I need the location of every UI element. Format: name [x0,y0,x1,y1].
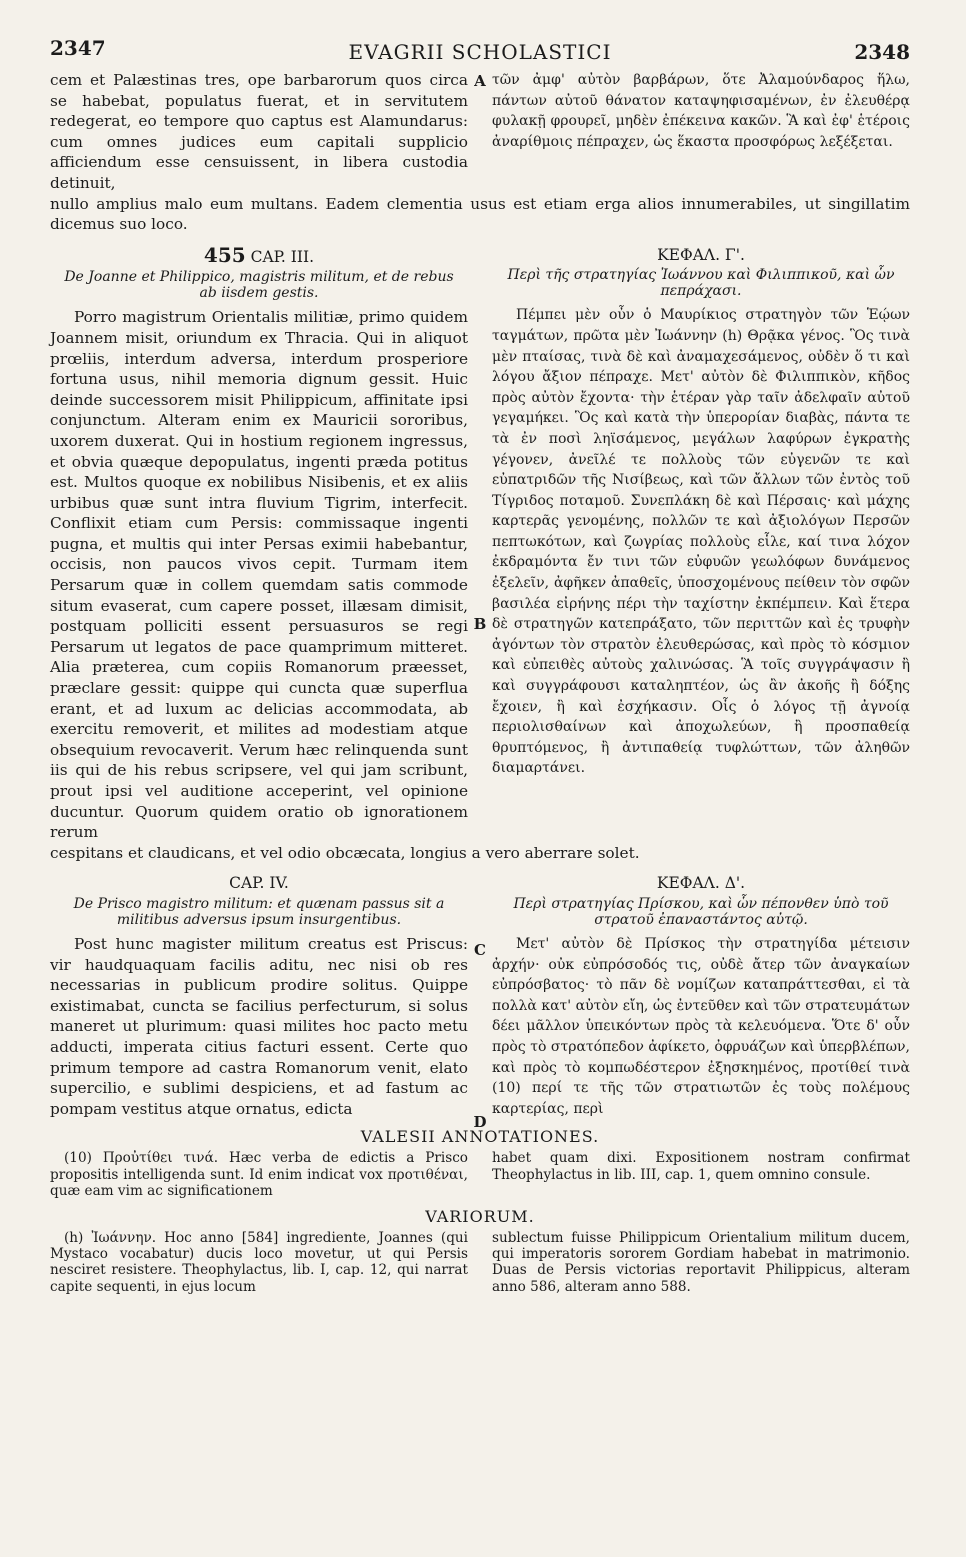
chapter-4-greek [492,863,910,1119]
chapter-3-greek-subtitle: Περὶ τῆς στρατηγίας Ἰωάννου καὶ Φιλιππικοῦ, καὶ ὧν πεπράχασι. [507,267,895,300]
valesii-note-right: habet quam dixi. Expositionem nostram confirmat Theophylactus in lib. III, cap. 1, quem omnino consule. [492,1150,910,1183]
chapter-3-greek-title: ΚΕΦΑΛ. Γ'. [657,245,745,264]
page-number-left: 2347 [50,36,106,60]
intro-greek-text: τῶν ἀμφ' αὐτὸν βαρβάρων, ὅτε Ἀλαμούνδαρος ἥλω, πάντων αὐτοῦ θάνατον καταψηφισαμένων, ἐν ἐλευθέρᾳ φυλακῇ φρουρεῖ, μηδὲν ἐπέκεινα κακῶν. Ἃ καὶ ἐφ' ἑτέροις ἀναρίθμοις πέπραχεν, ὡς ἕκαστα προσφόρως λεξέξεται. [492,72,910,150]
margin-letter-b: B [473,614,487,633]
margin-letter-d: D [473,1113,487,1132]
chapter-4-greek-text: Μετ' αὐτὸν δὲ Πρίσκος τὴν στρατηγίδα μέτεισιν ἀρχήν· οὐκ εὐπρόσοδός τις, οὐδὲ ἄτερ τῶν ἀναγκαίων εὐπρόσβατος· τὸ πᾶν δὲ νομίζων καταπράττεσθαι, εἰ τὰ πολλὰ κατ' αὐτὸν εἴη, ὡς ἐντεῦθεν καὶ τῶν στρατευμάτων δέει μᾶλλον ὑπεικόντων πρὸς τὰ κελευόμενα. Ὅτε δ' οὖν πρὸς τὸ στρατόπεδον ἀφίκετο, ὀφρυάζων καὶ ὑπερβλέπων, καὶ πρὸς τὸ κομπωδέστερον ἐξησκημένος, προτίθεί τινὰ (10) περί τε τῆς τῶν στρατιωτῶν ἐς τοὺς πολέμους καρτερίας, περὶ [492,935,910,1117]
intro-latin-text: cem et Palæstinas tres, ope barbarorum quos circa se habebat, populatus fuerat, et in servitutem redegerat, eo tempore quo captus est Alamundarus: cum omnes judices eum capitali supplicio afficiendum esse censuissent, in libera custodia detinuit, [50,71,468,192]
chapter-3-latin-text: Porro magistrum Orientalis militiæ, primo quidem Joannem misit, oriundum ex Thracia. Qui in aliquot prœliis, interdum adversa, interdum prosperiore fortuna usus, nihil memoria dignum gessit. Huic deinde successorem misit Philippicum, affinitate ipsi conjunctum. Alteram enim ex Mauricii sororibus, uxorem duxerat. Qui in hostium regionem ingressus, et obvia quæque depopulatus, ingenti præda potitus est. Multos quoque ex nobilibus Nisibenis, et ex aliis urbibus quæ sunt intra fluvium Tigrim, interfecit. Conflixit etiam cum Persis: commissaque ingenti pugna, et multis qui inter Persas eximii habebantur, occisis, non paucos vivos cepit. Turmam item Persarum quæ in collem quemdam satis commode situm evaserat, cum capere posset, illæsam dimisit, postquam polliciti essent persuasuros se regi Persarum ut legatos de pace quamprimum mitteret. Alia præterea, cum copiis Romanorum præesset, præclare gessit: quippe qui cuncta quæ superflua erant, et ad luxum ac delicias accommodata, ab exercitu removerit, et milites ad modestiam atque obsequium revocaverit. Verum hæc relinquenda sunt iis qui de his rebus scripsere, vel qui jam scribunt, prout ipsi vel auditione acceperint, vel opinione ducuntur. Quorum quidem oratio ob ignorationem rerum [50,308,468,842]
variorum-note-right: sublectum fuisse Philippicum Orientalium militum ducem, qui imperatoris sororem Gordiam habebat in matrimonio. Duas de Persis victorias reportavit Philippicus, alteram anno 586, alteram anno 588. [492,1229,910,1295]
chapter-4-latin [50,863,468,1119]
column-number: 455 [203,242,246,267]
valesii-notes [50,1150,910,1199]
chapter-3-greek-text: Πέμπει μὲν οὖν ὁ Μαυρίκιος στρατηγὸν τῶν Ἑῴων ταγμάτων, πρῶτα μὲν Ἰωάννην (h) Θρᾷκα γένος. Ὃς τινὰ μὲν πταίσας, τινὰ δὲ καὶ ἀναμαχεσάμενος, οὐδὲν ὅ τι καὶ λόγου ἄξιον πέπραχε. Μετ' αὐτὸν δὲ Φιλιππικὸν, κῆδος πρὸς αὐτὸν ἔχοντα· τὴν ἑτέραν γὰρ ταῖν ἀδελφαῖν αὐτοῦ γεγαμήκει. Ὃς καὶ κατὰ τὴν ὑπερορίαν διαβὰς, πάντα τε τὰ ἐν ποσὶ ληϊσάμενος, μεγάλων λαφύρων ἐγκρατὴς γέγονεν, ἀνεῖλέ τε πολλοὺς τῶν εὐγενῶν τε καὶ εὐπατριδῶν τῆς Νισίβεως, καὶ τῶν ἄλλων τῶν ἐντὸς τοῦ Τίγριδος ποταμοῦ. Συνεπλάκη δὲ καὶ Πέρσαις· καὶ μάχης καρτερᾶς γενομένης, πολλῶν τε καὶ ἀξιολόγων Περσῶν πεπτωκότων, καὶ ζωγρίας πολλοὺς εἷλε, καί τινα λόχον ἐκδραμόντα ἔν τινι τῶν εὐφυῶν γεωλόφων δυνάμενος ἐξελεῖν, ἀφῆκεν ἀπαθεῖς, ὑποσχομένους πείθειν τὸν σφῶν βασιλέα εἰρήνης πέρι τὴν ταχίστην ἐκπέμπειν. Καὶ ἕτερα δὲ στρατηγῶν κατεπράξατο, τῶν περιττῶν καὶ ἐς τρυφὴν ἀγόντων τὸν στρατὸν ἐλευθερώσας, καὶ πρὸς τὸ κόσμιον καὶ εὐπειθὲς αὐτοὺς χαλινώσας. Ἃ τοῖς συγγράψασιν ἢ καὶ συγγράφουσι καταληπτέον, ὡς ἂν ἀκοῆς ἢ δόξης ἔχοιεν, ἢ καὶ ἐσχήκασιν. Οἷς ὁ λόγος τῇ ἀγνοίᾳ περιολισθαίνων καὶ ἀποχωλεύων, ἢ προσπαθείᾳ θρυπτόμενος, ἢ ἀντιπαθείᾳ τυφλώττων, τῶν ἀληθῶν διαμαρτάνει. [492,307,910,777]
page-number-right: 2348 [854,40,910,64]
valesii-note-left: (10) Προὐτίθει τινά. Hæc verba de edictis a Prisco propositis intelligenda sunt. Id enim indicat vox προτιθέναι, quæ eam vim ac significationem [50,1150,468,1199]
intro-greek [492,70,910,194]
chapter-3-greek [492,235,910,843]
chapter-4-latin-title: CAP. IV. [229,874,289,893]
margin-letter-a: A [474,72,486,90]
chapter-4 [50,863,910,1132]
chapter-3-latin [50,235,468,843]
running-header [50,30,910,64]
chapter-3-latin-heading [50,242,468,268]
chapter-4-greek-subtitle: Περὶ στρατηγίας Πρίσκου, καὶ ὧν πέπονθεν ὑπὸ τοῦ στρατοῦ ἐπαναστάντος αὐτῷ. [513,895,889,928]
chapter-3-full-line: cespitans et claudicans, et vel odio obcæcata, longius a vero aberrare solet. [50,843,640,862]
chapter-4-latin-subtitle: De Prisco magistro militum: et quænam passus sit a militibus adversus ipsum insurgentibus. [73,895,445,928]
intro-latin [50,70,468,194]
chapter-3-latin-subtitle: De Joanne et Philippico, magistris militum, et de rebus ab iisdem gestis. [64,269,454,302]
variorum-notes [50,1230,910,1295]
chapter-3-latin-title: CAP. III. [250,247,315,266]
valesii-heading: VALESII ANNOTATIONES. [360,1127,600,1147]
intro-full-line: nullo amplius malo eum multans. Eadem clementia usus est etiam erga alios innumerabiles, ut singillatim dicemus suo loco. [50,194,910,234]
intro-columns [50,70,910,194]
running-title: EVAGRII SCHOLASTICI [348,40,612,64]
variorum-note-left: (h) Ἰωάννην. Hoc anno [584] ingrediente, Joannes (qui Mystaco vocabatur) ducis loco movetur, ut qui Persis nesciret resistere. Theophylactus, lib. I, cap. 12, qui narrat capite sequenti, in ejus locum [50,1229,468,1295]
variorum-heading: VARIORUM. [425,1206,535,1226]
chapter-4-latin-text: Post hunc magister militum creatus est Priscus: vir haudquaquam facilis aditu, nec nisi ob res necessarias in publicum prodire solitus. Quippe existimabat, cuncta se facilius perfecturum, si solus maneret ut plurimum: quasi milites hoc pacto metu adducti, imperata citius facturi essent. Certe quo primum tempore ad castra Romanorum venit, elato supercilio, e sublimi despiciens, et ad fastum ac pompam vestitus atque ornatus, edicta [50,934,468,1118]
chapter-4-greek-title: ΚΕΦΑΛ. Δ'. [656,874,746,893]
margin-letter-c: C [474,940,486,959]
